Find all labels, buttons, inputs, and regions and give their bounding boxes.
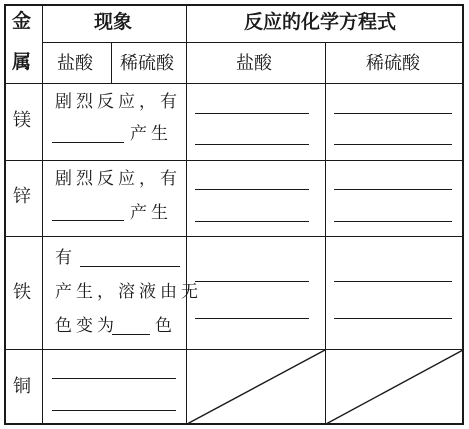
- row-metal-cu: 铜: [13, 376, 31, 397]
- header-phenomenon: 现象: [94, 11, 133, 33]
- header-metal-1: 金: [12, 10, 32, 32]
- subheader-eq-h2so4: 稀硫酸: [366, 53, 420, 74]
- subheader-eq-hcl: 盐酸: [236, 53, 272, 74]
- row-metal-fe: 铁: [13, 282, 31, 303]
- mg-phenomenon-line1: 剧烈反应，有: [55, 92, 181, 112]
- fe-phenomenon-line3-start: 色变为: [55, 316, 118, 336]
- fe-phenomenon-line2: 产生，溶液由无: [55, 282, 202, 302]
- row-metal-zn: 锌: [13, 186, 31, 207]
- mg-phenomenon-line2: 产生: [130, 124, 172, 144]
- fe-phenomenon-line3-end: 色: [155, 316, 176, 336]
- row-metal-mg: 镁: [13, 110, 31, 131]
- cu-hcl-diagonal: [187, 350, 325, 424]
- zn-phenomenon-line2: 产生: [130, 203, 172, 223]
- header-equation: 反应的化学方程式: [244, 11, 397, 33]
- header-metal-2: 属: [12, 51, 32, 73]
- fe-phenomenon-line1: 有: [55, 248, 76, 268]
- cu-h2so4-diagonal: [326, 350, 463, 424]
- subheader-h2so4: 稀硫酸: [120, 53, 174, 74]
- subheader-hcl: 盐酸: [57, 53, 93, 74]
- zn-phenomenon-line1: 剧烈反应，有: [55, 169, 181, 189]
